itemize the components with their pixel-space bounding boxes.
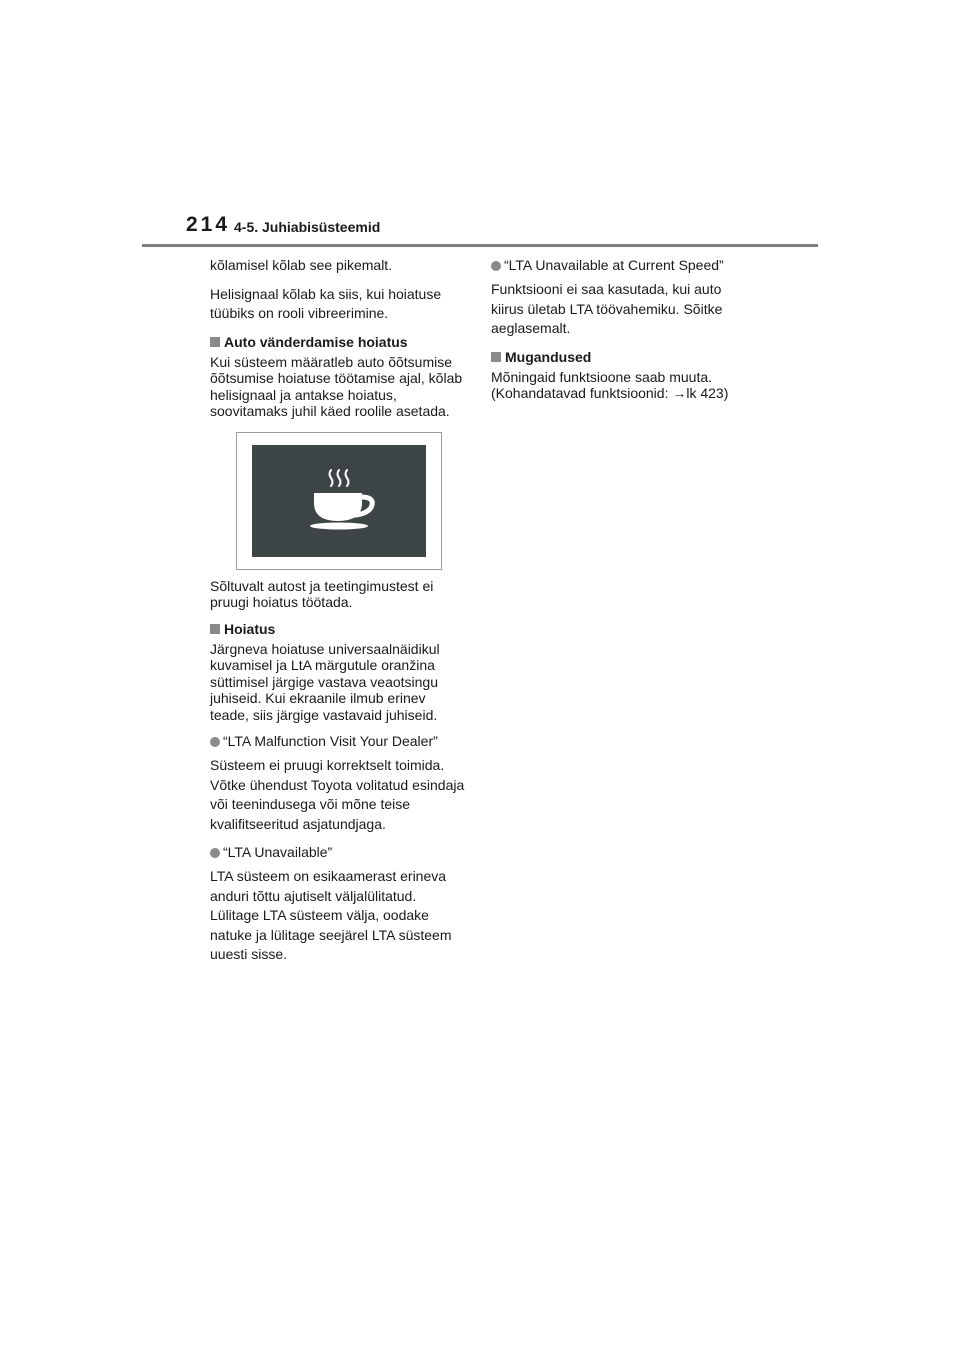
bullet-text: “LTA Unavailable” xyxy=(223,844,333,860)
warning-figure xyxy=(236,432,442,570)
coffee-cup-icon xyxy=(252,445,426,557)
section-heading xyxy=(210,333,468,352)
circle-bullet-icon xyxy=(491,261,501,271)
heading-text: Hoiatus xyxy=(224,620,276,637)
heading-text: Auto vänderdamise hoiatus xyxy=(224,333,408,350)
section-title: 4-5. Juhiabisüsteemid xyxy=(234,219,381,235)
paragraph: Järgneva hoiatuse universaalnäidikul kuvamisel ja LtA märgutule oranžina süttimisel järgige vastava veaotsingu juhiseid. Kui ekraanile ilmub erinev teade, siis järgige vastavaid juhiseid. xyxy=(210,640,440,723)
right-column xyxy=(491,256,749,411)
left-column xyxy=(210,256,468,974)
bullet-item xyxy=(210,732,468,751)
bullet-item xyxy=(210,843,468,862)
square-bullet-icon xyxy=(210,337,220,347)
paragraph: Mõningaid funktsioone saab muuta. (Kohandatavad funktsioonid: →lk 423) xyxy=(491,368,729,401)
paragraph: Sõltuvalt autost ja teetingimustest ei pruugi hoiatus töötada. xyxy=(210,577,434,610)
paragraph: Helisignaal kõlab ka siis, kui hoiatuse tüübiks on rooli vibreerimine. xyxy=(210,285,442,321)
circle-bullet-icon xyxy=(210,737,220,747)
bullet-item xyxy=(491,256,749,275)
paragraph: Kui süsteem määratleb auto õõtsumise õõtsumise hoiatuse töötamise ajal, kõlab helisignaal ja antakse hoiatus, soovitamaks juhil käed roolile asetada. xyxy=(210,353,463,419)
paragraph: kõlamisel kõlab see pikemalt. xyxy=(210,257,393,273)
display-screen xyxy=(252,445,426,557)
square-bullet-icon xyxy=(210,624,220,634)
page-number: 214 xyxy=(186,213,231,236)
section-heading xyxy=(491,348,749,367)
header-rule xyxy=(142,244,818,247)
bullet-text: “LTA Malfunction Visit Your Dealer” xyxy=(223,733,438,749)
paragraph: Süsteem ei pruugi korrektselt toimida. Võtke ühendust Toyota volitatud esindaja või teenindusega või mõne teise kvalifitseeritud asjatundjaga. xyxy=(210,757,465,832)
square-bullet-icon xyxy=(491,352,501,362)
circle-bullet-icon xyxy=(210,848,220,858)
bullet-text: “LTA Unavailable at Current Speed” xyxy=(504,257,724,273)
paragraph: Funktsiooni ei saa kasutada, kui auto kiirus ületab LTA töövahemiku. Sõitke aeglasemalt. xyxy=(491,281,723,336)
paragraph: LTA süsteem on esikaamerast erineva anduri tõttu ajutiselt väljalülitatud. Lülitage LTA süsteem välja, oodake natuke ja lülitage seejärel LTA süsteem uuesti sisse. xyxy=(210,868,452,962)
section-heading xyxy=(210,620,468,639)
heading-text: Mugandused xyxy=(505,348,592,365)
